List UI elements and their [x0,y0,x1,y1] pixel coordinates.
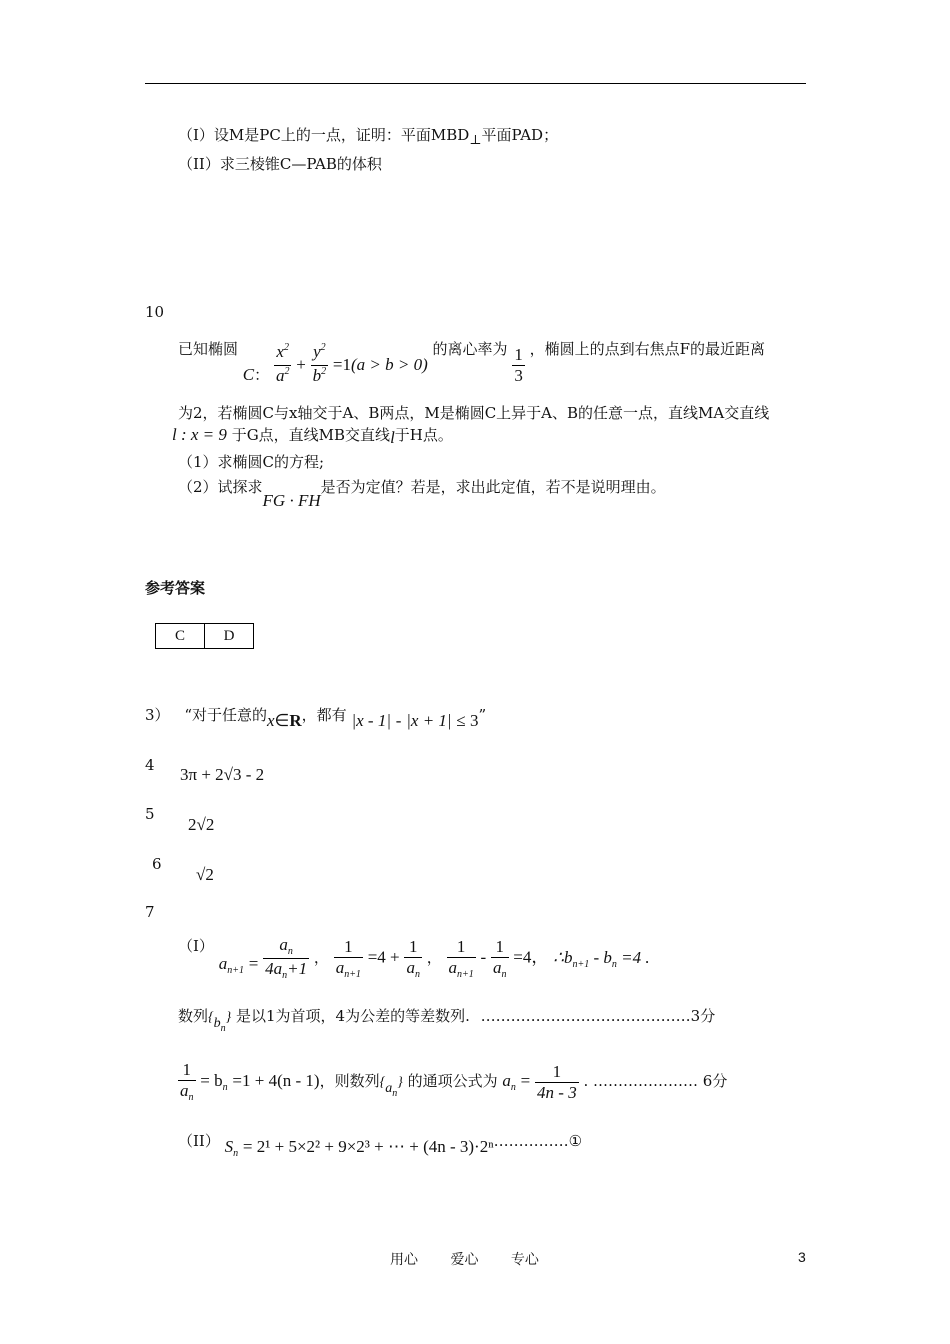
answer-7-line3: $\frac{1}{a_n}$ = $b_n =1 + 4(n - 1)$，则数列$\{a_n\}$ 的通项公式为 $a_n$ = $\frac{1}{4n - 3}$ . ………………… 6分 [180,1060,728,1103]
q10-number: 10 [145,303,165,321]
answer-cell: D [205,624,254,649]
answer-7-number: 7 [145,903,155,921]
answer-6-value: √2 [196,865,214,884]
q10-sub2: （2）试探求FG · FH是否为定值？若是，求出此定值，若不是说明理由。 [178,478,666,510]
answer-table [155,623,254,649]
answer-5-value: 2√2 [188,815,215,834]
reciprocal-an1-b: $\frac{1}{a_{n+1}}$ [448,936,474,980]
answer-7-part2: （II） $S_n = 2^1 + 5\times 2^2 + 9\times 2^3$ + ⋯ + (4n - 3)·2ⁿ……………① [178,1132,583,1159]
q10-sub1: （1）求椭圆C的方程; [178,453,325,471]
q10-line1: 已知椭圆 C： $\frac{x^2}{a^2}$ + $\frac{y^2}{b^2}$ =1(a > b > 0) 的离心率为 $\frac{1}{3}$ ，椭圆上的点到右焦点F的最近距离 [178,338,765,385]
answer-cell: C [156,624,205,649]
answer-7-line2: 数列$\{b_n\}$ 是以1为首项，4为公差的等差数列. ……………………………………3分 [178,1007,716,1034]
answer-3: 3） “对于任意的x∈R，都有 |x - 1| - |x + 1| ≤ 3” [145,706,487,730]
page-number: 3 [798,1249,806,1265]
footer-item: 专心 [510,1252,539,1268]
q10-line3: l : x = 9 于G点，直线MB交直线l于H点。 [172,425,453,447]
footer-item: 用心 [390,1252,418,1268]
answers-heading: 参考答案 [145,579,206,597]
y2-over-b2: $\frac{y^2}{b^2}$ [312,342,327,385]
an-formula: $\frac{1}{4n - 3}$ [537,1061,577,1102]
x2-over-a2: $\frac{x^2}{a^2}$ [275,342,290,385]
answer-6-number: 6 [152,855,162,873]
answer-7-part1: （I） $a_{n+1}$ = $\frac{a_n}{4a_n+1}$ ， $\frac{1}{a_{n+1}}$ =4 + $\frac{1}{a_n}$ ， $\frac{1}{a_{n+1}}$ - $\frac{1}{a_n}$ =4， $\therefore b_{n+1} - b_n =4$ . [178,935,650,981]
footer [390,1249,567,1269]
answer-4-number: 4 [145,756,155,774]
q10-line2: 为2，若椭圆C与x轴交于A、B两点，M是椭圆C上异于A、B的任意一点，直线MA交直线 [178,404,770,422]
footer-item: 爱心 [450,1252,479,1268]
answer-4-value: 3π + 2√3 - 2 [180,765,265,784]
q9-part2: （II）求三棱锥C—PAB的体积 [178,155,382,173]
one-third: $\frac{1}{3}$ [514,345,523,385]
reciprocal-an1: $\frac{1}{a_{n+1}}$ [335,936,361,980]
answer-5-number: 5 [145,805,155,823]
reciprocal-an-c: $\frac{1}{a_n}$ [180,1060,194,1103]
header-rule [145,83,806,84]
reciprocal-an-b: $\frac{1}{a_n}$ [493,936,507,980]
reciprocal-an: $\frac{1}{a_n}$ [406,936,420,980]
perp-symbol: ⊥ [469,133,482,148]
an-fraction: $\frac{a_n}{4a_n+1}$ [265,935,308,981]
q9-part1: （I）设M是PC上的一点，证明：平面MBD⊥平面PAD； [178,126,559,148]
